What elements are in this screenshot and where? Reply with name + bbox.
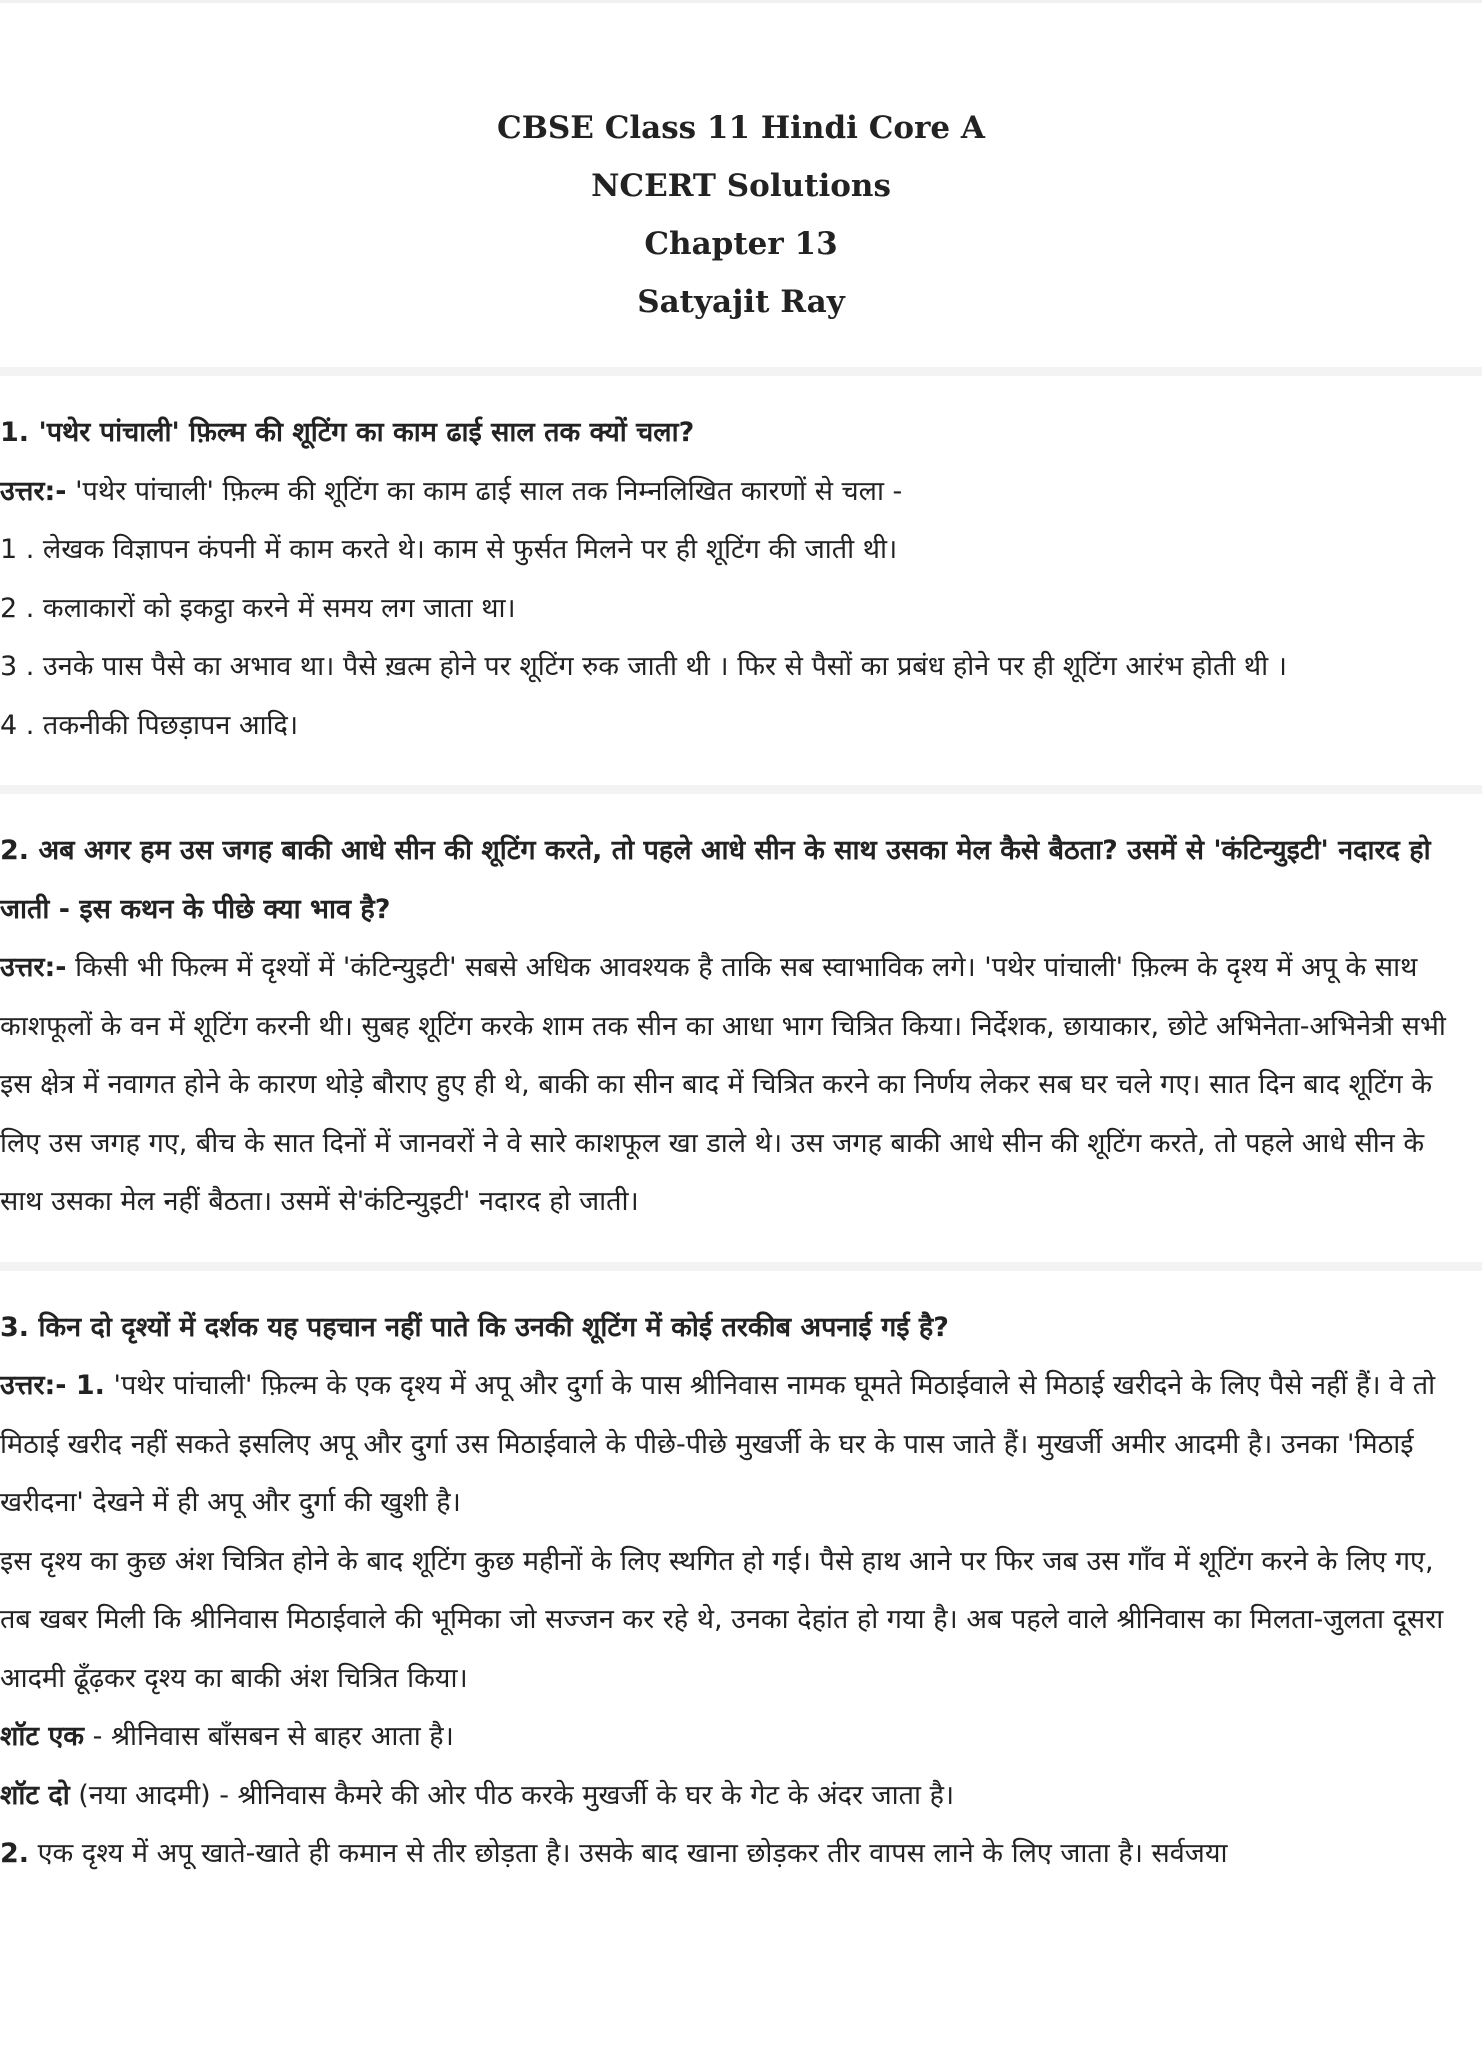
answer-label: उत्तर:- 1.	[0, 1370, 105, 1401]
answer-3-point-2	[0, 1825, 1462, 1884]
header-author: Satyajit Ray	[637, 284, 845, 320]
answer-1-intro	[0, 463, 1462, 522]
answer-label: उत्तर:-	[0, 952, 67, 983]
header-chapter: Chapter 13	[644, 226, 838, 262]
question-block-3	[0, 1271, 1482, 1884]
question-3: 3. किन दो दृश्यों में दर्शक यह पहचान नहीं पाते कि उनकी शूटिंग में कोई तरकीब अपनाई गई है?	[0, 1311, 949, 1343]
section-divider	[0, 367, 1482, 376]
answer-1-point-2: 2 . कलाकारों को इकट्ठा करने में समय लग जाता था।	[0, 592, 516, 624]
answer-3-para-1	[0, 1357, 1462, 1533]
answer-3-para-2: इस दृश्य का कुछ अंश चित्रित होने के बाद शूटिंग कुछ महीनों के लिए स्थगित हो गई। पैसे हाथ आने पर फिर जब उस गाँव में शूटिंग करने के लिए गए, तब खबर मिली कि श्रीनिवास मिठाईवाले की भूमिका जो सज्जन कर रहे थे, उनका देहांत हो गया है। अब पहले वाले श्रीनिवास का मिलता-जुलता दूसरा आदमी ढूँढ़कर दृश्य का बाकी अंश चित्रित किया।	[0, 1545, 1444, 1694]
answer-1-point-4: 4 . तकनीकी पिछड़ापन आदि।	[0, 709, 299, 741]
shot-two-label: शॉट दो	[0, 1779, 70, 1811]
shot-two-text: (नया आदमी) - श्रीनिवास कैमरे की ओर पीठ करके मुखर्जी के घर के गेट के अंदर जाता है।	[69, 1779, 955, 1811]
answer-2	[0, 939, 1462, 1232]
answer-1-point-3: 3 . उनके पास पैसे का अभाव था। पैसे ख़त्म होने पर शूटिंग रुक जाती थी । फिर से पैसों का प्रबंध होने पर ही शूटिंग आरंभ होती थी ।	[0, 651, 1287, 682]
answer-text: किसी भी फिल्म में दृश्यों में 'कंटिन्युइटी' सबसे अधिक आवश्यक है ताकि सब स्वाभाविक लगे। 'पथेर पांचाली' फ़िल्म के दृश्य में अपू के साथ काशफूलों के वन में शूटिंग करनी थी। सुबह शूटिंग करके शाम तक सीन का आधा भाग चित्रित किया। निर्देशक, छायाकार, छोटे अभिनेता-अभिनेत्री सभी इस क्षेत्र में नवागत होने के कारण थोड़े बौराए हुए ही थे, बाकी का सीन बाद में चित्रित करने का निर्णय लेकर सब घर चले गए। सात दिन बाद शूटिंग के लिए उस जगह गए, बीच के सात दिनों में जानवरों ने वे सारे काशफूल खा डाले थे। उस जगह बाकी आधे सीन की शूटिंग करते, तो पहले आधे सीन के साथ उसका मेल नहीं बैठता। उसमें से'कंटिन्युइटी' नदारद हो जाती।	[0, 952, 1446, 1217]
question-2: 2. अब अगर हम उस जगह बाकी आधे सीन की शूटिंग करते, तो पहले आधे सीन के साथ उसका मेल कैसे बैठता? उसमें से 'कंटिन्युइटी' नदारद हो जाती - इस कथन के पीछे क्या भाव है?	[0, 835, 1431, 925]
answer-text: 'पथेर पांचाली' फ़िल्म के एक दृश्य में अपू और दुर्गा के पास श्रीनिवास नामक घूमते मिठाईवाले से मिठाई खरीदने के लिए पैसे नहीं हैं। वे तो मिठाई खरीद नहीं सकते इसलिए अपू और दुर्गा उस मिठाईवाले के पीछे-पीछे मुखर्जी के घर के पास जाते हैं। मुखर्जी अमीर आदमी है। उनका 'मिठाई खरीदना' देखने में ही अपू और दुर्गा की खुशी है।	[0, 1370, 1436, 1518]
point-2-label: 2.	[0, 1838, 30, 1869]
shot-two	[0, 1767, 1462, 1826]
document-header	[0, 3, 1482, 367]
question-block-1	[0, 376, 1482, 785]
header-subtitle: NCERT Solutions	[591, 168, 891, 204]
question-1: 1. 'पथेर पांचाली' फ़िल्म की शूटिंग का काम ढाई साल तक क्यों चला?	[0, 417, 695, 448]
answer-label: उत्तर:-	[0, 475, 67, 507]
answer-text: 'पथेर पांचाली' फ़िल्म की शूटिंग का काम ढाई साल तक निम्नलिखित कारणों से चला -	[66, 475, 903, 507]
section-divider	[0, 785, 1482, 794]
section-divider	[0, 1262, 1482, 1271]
shot-one-label: शॉट एक	[0, 1721, 85, 1752]
shot-one-text: - श्रीनिवास बाँसबन से बाहर आता है।	[84, 1721, 454, 1752]
header-title: CBSE Class 11 Hindi Core A	[497, 110, 985, 146]
shot-one	[0, 1708, 1462, 1767]
point-2-text: एक दृश्य में अपू खाते-खाते ही कमान से तीर छोड़ता है। उसके बाद खाना छोड़कर तीर वापस लाने के लिए जाता है। सर्वजया	[29, 1838, 1228, 1869]
answer-1-point-1: 1 . लेखक विज्ञापन कंपनी में काम करते थे। काम से फुर्सत मिलने पर ही शूटिंग की जाती थी।	[0, 534, 898, 565]
question-block-2	[0, 794, 1482, 1262]
